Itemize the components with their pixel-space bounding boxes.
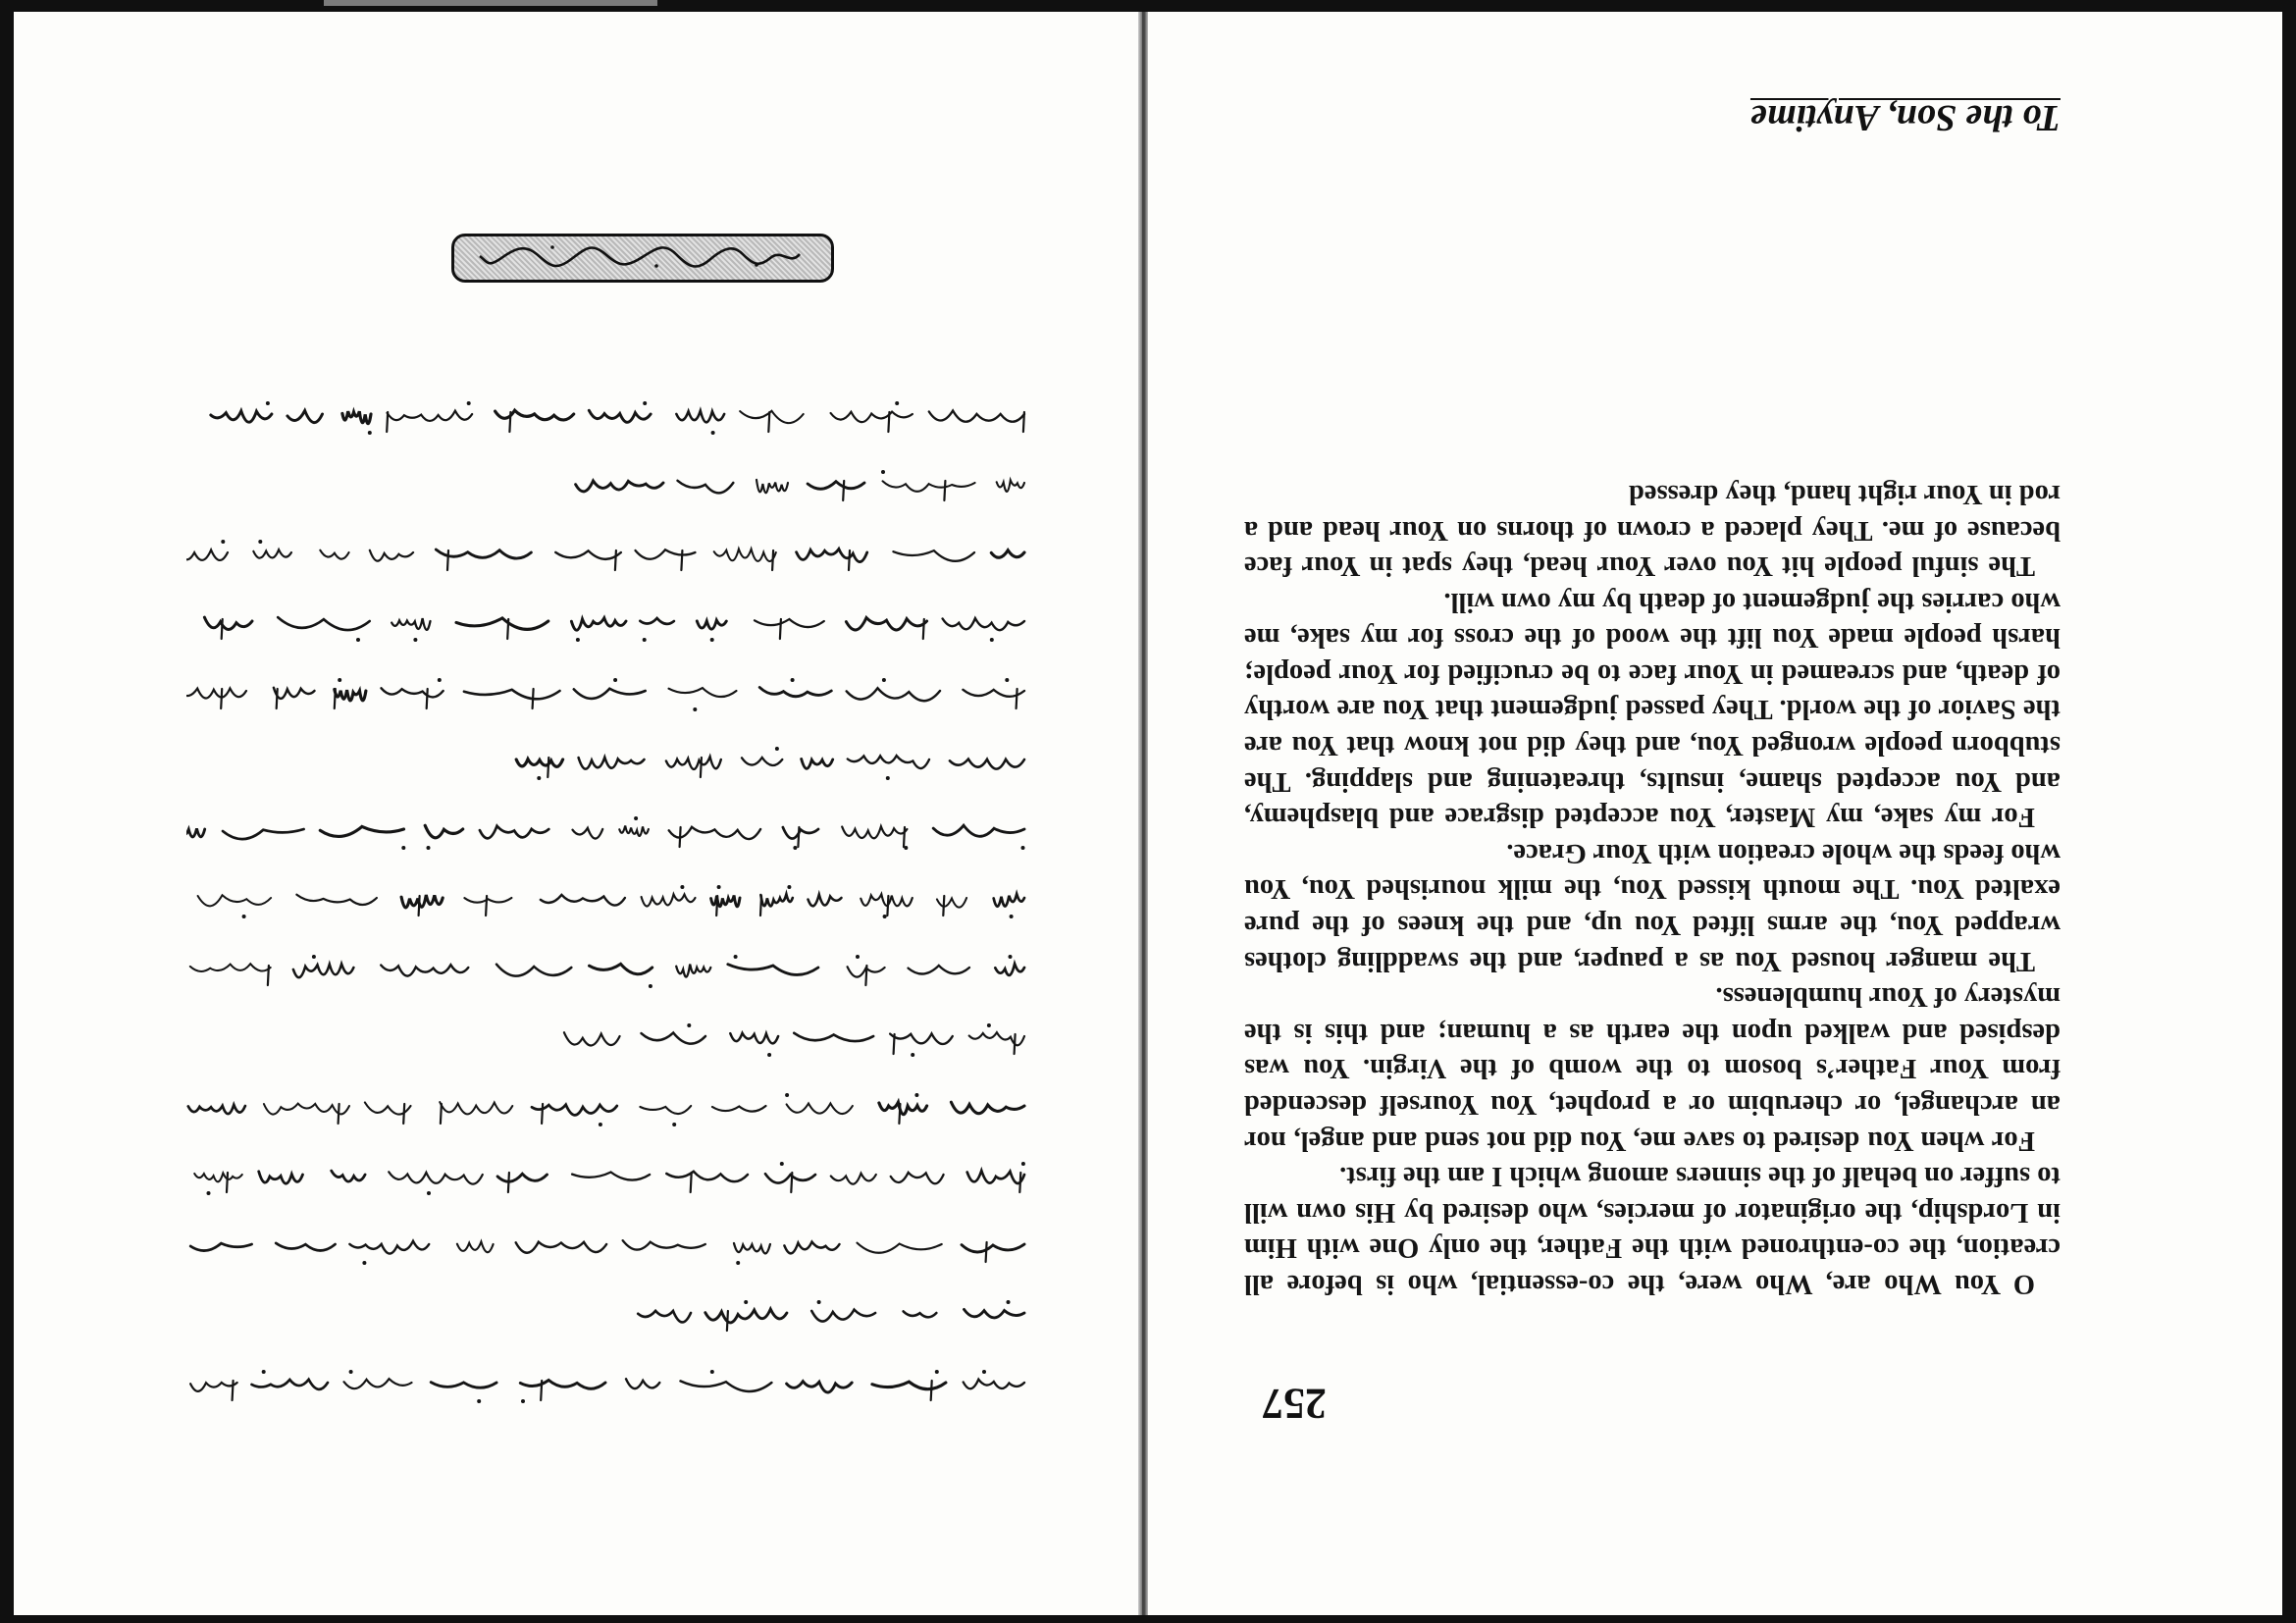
prayer-paragraph: For when You desired to save me, You did not send and angel, nor an archangel, or cherubim or a prophet, You Yourself descended from Your Father’s bosom to the womb of the Virgin. You was despised and walked upon the earth as a human; and this is the mystery of Your humbleness. — [1244, 981, 2061, 1156]
gutter-fold-line — [1142, 12, 1144, 1615]
script-line-ink — [186, 1090, 1030, 1129]
script-heading-ink — [476, 244, 804, 270]
script-line — [186, 799, 1030, 868]
script-line — [186, 1075, 1030, 1145]
prayer-paragraph: The manger housed You as a pauper, and the swaddling clothes wrapped You, the arms lifted You up, and the knees of the pure exalted You. The mouth kissed You, the milk nourished You, You who feeds the whole creation with Your Grace. — [1244, 837, 2061, 976]
script-line-ink — [186, 675, 1030, 714]
script-line — [186, 937, 1030, 1007]
section-title: To the Son, Anytime — [1749, 96, 2061, 138]
script-line — [186, 522, 1030, 592]
script-line — [186, 591, 1030, 660]
script-line — [186, 1352, 1030, 1422]
script-line — [186, 1006, 1030, 1075]
script-line-ink — [186, 1229, 1030, 1268]
script-line-ink — [186, 1367, 1030, 1406]
script-line — [186, 1144, 1030, 1214]
script-line-ink — [186, 1297, 1030, 1336]
script-line-ink — [186, 882, 1030, 921]
english-text-block — [1244, 96, 2061, 1428]
script-line-ink — [186, 537, 1030, 576]
script-line — [186, 867, 1030, 937]
prayer-paragraph: The sinful people hit You over Your head, they spat in Your face because of me. They placed a crown of thorns on Your head and a rod in Your right hand, they dressed — [1244, 478, 2061, 582]
script-line-ink — [186, 1021, 1030, 1060]
script-line-ink — [186, 398, 1030, 438]
scan-edge-strip — [324, 0, 657, 6]
script-line — [186, 660, 1030, 730]
script-line — [186, 384, 1030, 453]
script-line-ink — [186, 744, 1030, 783]
script-line — [186, 729, 1030, 799]
script-line-ink — [186, 605, 1030, 645]
script-text-block — [186, 234, 1030, 1421]
script-lines — [186, 384, 1030, 1422]
script-heading-banner — [451, 234, 834, 283]
prayer-paragraph: O You Who are, Who were, the co-essential, who is before all creation, the co-enthroned with the Father, the only One with Him in Lordship, the originator of mercies, who desired by His own will to suffer on behalf of the sinners among which I am the first. — [1244, 1161, 2061, 1299]
script-line-ink — [186, 1159, 1030, 1198]
script-line-ink — [186, 467, 1030, 506]
script-line — [186, 452, 1030, 522]
prayer-body — [1244, 475, 2061, 1301]
script-line — [186, 1214, 1030, 1283]
prayer-paragraph: For my sake, my Master, You accepted disgrace and blasphemy, and You accepted shame, insults, threatening and slapping. The stubborn people wronged You, and they did not know that You are the Savior of the world. They passed judgement that You are worthy of death, and screamed in Your face to be crucified for Your people; harsh people made You lift the wood of the cross for my sake, me who carries the judgement of death by my own will. — [1244, 586, 2061, 833]
script-line-ink — [186, 952, 1030, 991]
page-number: 257 — [1262, 1380, 1327, 1428]
script-line — [186, 1283, 1030, 1352]
script-line-ink — [186, 813, 1030, 853]
